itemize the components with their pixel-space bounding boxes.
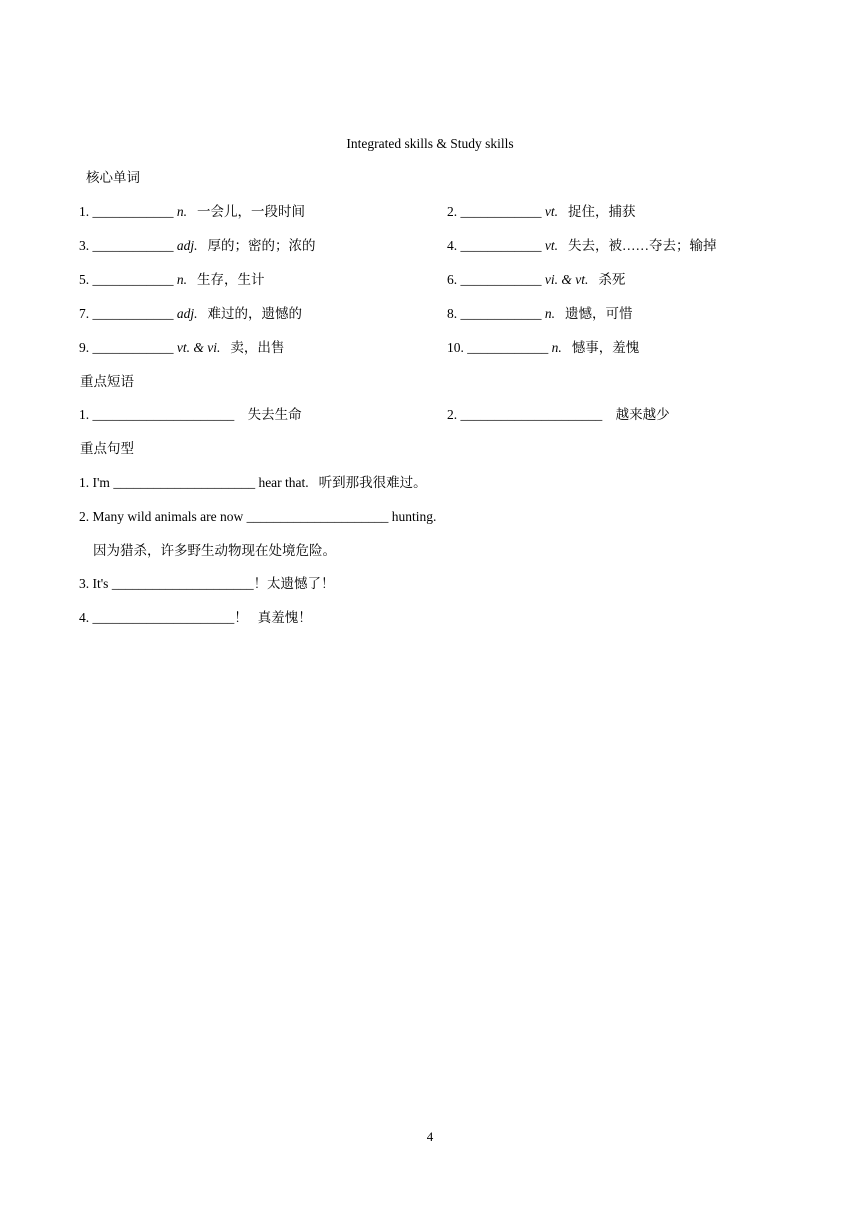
- sentence-text: hear that.: [255, 475, 309, 490]
- phrase-item-2: [447, 406, 670, 424]
- part-of-speech: n.: [176, 272, 187, 287]
- sentence-meaning: 真羞愧！: [257, 610, 312, 625]
- answer-blank[interactable]: ____________: [460, 238, 542, 253]
- word-meaning: 厚的；密的；浓的: [207, 238, 316, 253]
- item-number: 10.: [447, 340, 464, 355]
- answer-blank[interactable]: ____________: [467, 340, 549, 355]
- part-of-speech: adj.: [176, 238, 198, 253]
- word-item-4: [447, 237, 717, 255]
- phrase-item-1: [79, 406, 302, 424]
- word-meaning: 一会儿，一段时间: [197, 204, 305, 219]
- word-meaning: 难过的，遗憾的: [207, 306, 303, 321]
- word-item-8: [447, 305, 633, 323]
- word-item-6: [447, 271, 625, 289]
- word-item-9: [79, 339, 284, 357]
- word-meaning: 遗憾，可惜: [565, 306, 633, 321]
- word-meaning: 捉住，捕获: [568, 204, 636, 219]
- word-item-7: [79, 305, 302, 323]
- key-phrases-heading: 重点短语: [80, 374, 134, 389]
- answer-blank[interactable]: _____________________: [92, 407, 235, 422]
- item-number: 5.: [79, 272, 90, 287]
- key-sentences-heading: 重点句型: [80, 441, 134, 456]
- item-number: 7.: [79, 306, 90, 321]
- part-of-speech: n.: [551, 340, 562, 355]
- phrase-meaning: 失去生命: [247, 407, 302, 422]
- word-meaning: 生存，生计: [197, 272, 265, 287]
- word-item-1: [79, 203, 305, 221]
- part-of-speech: vi. & vt.: [544, 272, 589, 287]
- answer-blank[interactable]: _____________________: [111, 576, 254, 591]
- item-number: 3.: [79, 238, 90, 253]
- part-of-speech: n.: [176, 204, 187, 219]
- answer-blank[interactable]: ____________: [92, 272, 174, 287]
- part-of-speech: vt.: [544, 204, 558, 219]
- part-of-speech: adj.: [176, 306, 198, 321]
- item-number: 1.: [79, 204, 90, 219]
- sentence-text: ！: [234, 610, 248, 625]
- sentence-item-2: [79, 508, 436, 526]
- answer-blank[interactable]: _____________________: [460, 407, 603, 422]
- sentence-text: 2. Many wild animals are now: [79, 509, 247, 524]
- answer-blank[interactable]: ____________: [92, 306, 174, 321]
- answer-blank[interactable]: ____________: [460, 306, 542, 321]
- page-title: Integrated skills & Study skills: [346, 136, 514, 151]
- word-meaning: 憾事，羞愧: [571, 340, 640, 355]
- answer-blank[interactable]: ____________: [460, 272, 542, 287]
- answer-blank[interactable]: ____________: [460, 204, 542, 219]
- sentence-item-4: [79, 609, 312, 627]
- core-words-heading: 核心单词: [86, 170, 140, 185]
- part-of-speech: vt. & vi.: [176, 340, 221, 355]
- word-item-10: [447, 339, 639, 357]
- item-number: 6.: [447, 272, 458, 287]
- sentence-text: 3. It's: [79, 576, 112, 591]
- item-number: 4.: [447, 238, 458, 253]
- word-meaning: 杀死: [598, 272, 626, 287]
- word-meaning: 失去，被……夺去；输掉: [568, 238, 717, 253]
- word-item-3: [79, 237, 316, 255]
- sentence-text: hunting.: [388, 509, 437, 524]
- answer-blank[interactable]: ____________: [92, 340, 174, 355]
- item-number: 1.: [79, 407, 90, 422]
- answer-blank[interactable]: _____________________: [92, 610, 235, 625]
- answer-blank[interactable]: _____________________: [246, 509, 389, 524]
- answer-blank[interactable]: ____________: [92, 238, 174, 253]
- item-number: 2.: [447, 407, 458, 422]
- sentence-text: ！太遗憾了！: [253, 576, 335, 591]
- sentence-meaning: 听到那我很难过。: [318, 475, 427, 490]
- word-meaning: 卖，出售: [230, 340, 285, 355]
- item-number: 8.: [447, 306, 458, 321]
- part-of-speech: n.: [544, 306, 555, 321]
- sentence-item-1: [79, 474, 427, 492]
- sentence-2-meaning: 因为猎杀，许多野生动物现在处境危险。: [93, 543, 336, 558]
- answer-blank[interactable]: ____________: [92, 204, 174, 219]
- sentence-text: 1. I'm: [79, 475, 114, 490]
- word-item-2: [447, 203, 636, 221]
- answer-blank[interactable]: _____________________: [113, 475, 256, 490]
- sentence-text: 4.: [79, 610, 93, 625]
- item-number: 2.: [447, 204, 458, 219]
- sentence-item-3: [79, 575, 335, 593]
- item-number: 9.: [79, 340, 90, 355]
- word-item-5: [79, 271, 265, 289]
- part-of-speech: vt.: [544, 238, 558, 253]
- page-number: 4: [426, 1129, 434, 1144]
- phrase-meaning: 越来越少: [615, 407, 670, 422]
